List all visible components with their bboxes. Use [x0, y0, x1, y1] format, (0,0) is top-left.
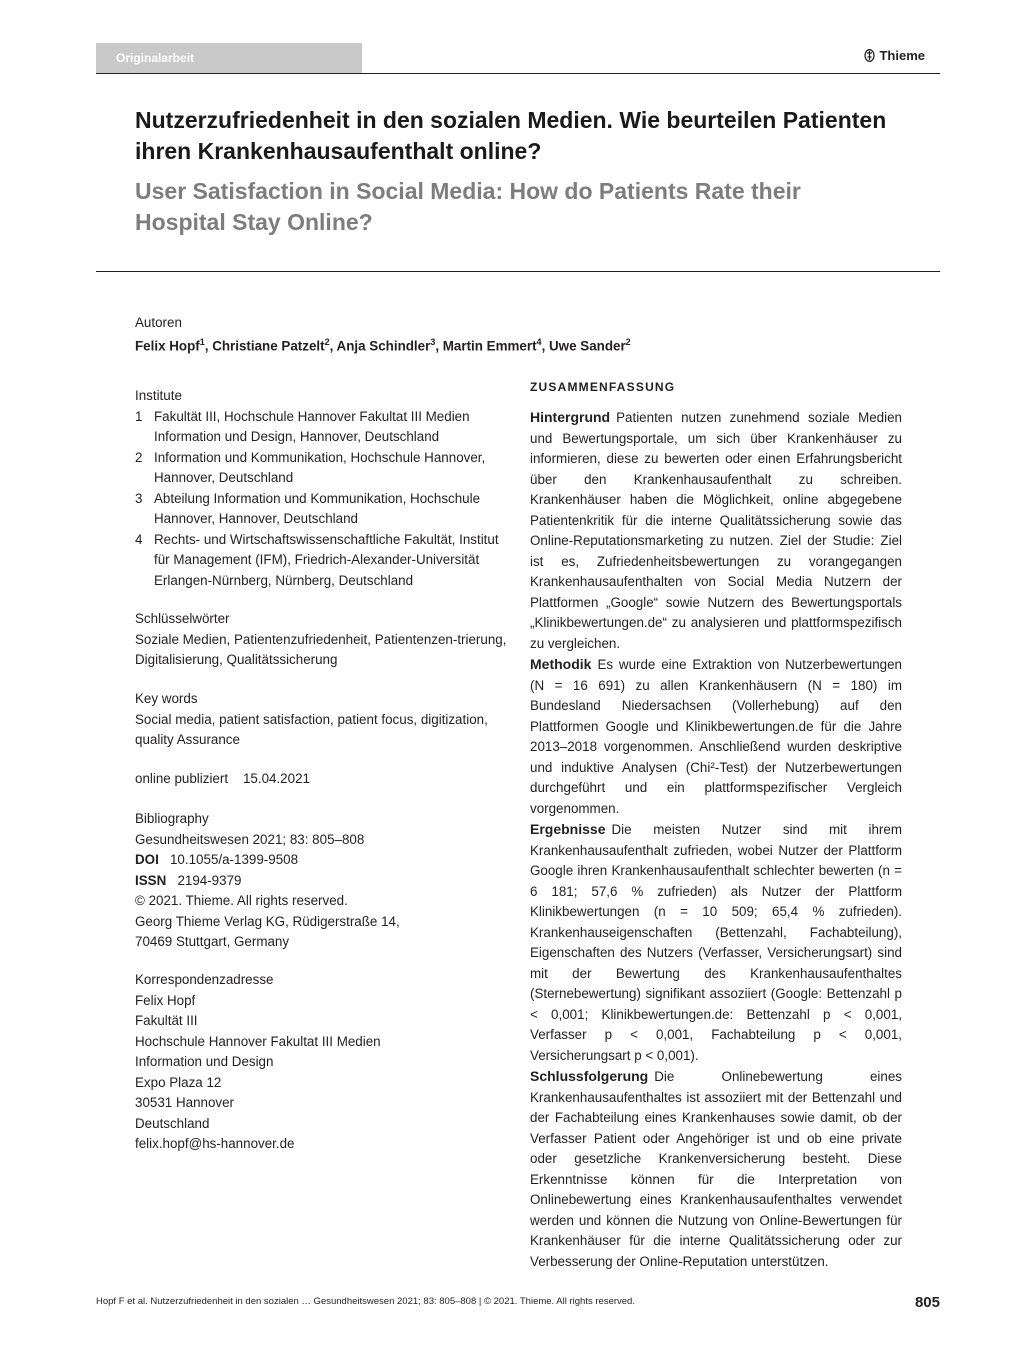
abstract-section-text: Es wurde eine Extraktion von Nutzerbewertungen (N = 16 691) zu allen Krankenhäusern (N = 180) im Bundesland Niedersachsen (Vollerhebung) auf den Plattformen Google und Klinikbewertungen.de für die Jahre 2013–2018 vorgenommen. Anschließend wurden deskriptive und induktive Analysen (Chi²-Test) der Nutzerbewertungen durchgeführt und ein plattformspezifischer Vergleich vorgenommen.	[530, 657, 902, 816]
institute-number: 2	[135, 449, 143, 465]
thieme-emblem-icon	[864, 49, 875, 62]
online-published-date: 15.04.2021	[242, 771, 310, 786]
institute-text: Abteilung Information und Kommunikation, Hochschule Hannover, Hannover, Deutschland	[154, 490, 481, 526]
author-affiliation: 3	[430, 337, 436, 347]
header-rule	[96, 73, 940, 74]
correspondence-line: Information und Design	[135, 1054, 274, 1069]
abstract-section-head: Schlussfolgerung	[530, 1068, 649, 1084]
bibliography-label: Bibliography	[135, 811, 209, 826]
institute-item	[135, 489, 510, 530]
issn-value: 2194-9379	[177, 872, 242, 888]
author-name: Anja Schindler	[336, 338, 431, 354]
abstract-section-text: Die Onlinebewertung eines Krankenhausaufenthaltes ist assoziiert mit der Bettenzahl und der Fachabteilung eines Krankenhauses sowie damit, ob der Verfasser Patient oder Angehöriger ist und ob eine private oder gesetzliche Krankenversicherung besteht. Diese Erkenntnisse können für die Interpretation von Onlinebewertung eines Krankenhausaufenthaltes verwendet werden und können die Nutzung von Online-Bewertungen für Krankenhäuser für die interne Qualitätssicherung oder zur Verbesserung der Online-Reputation unterstützen.	[530, 1069, 902, 1269]
publisher-address-line: Georg Thieme Verlag KG, Rüdigerstraße 14,	[135, 913, 400, 929]
abstract-heading: ZUSAMMENFASSUNG	[530, 380, 676, 394]
correspondence-line: Felix Hopf	[135, 992, 196, 1008]
institute-number: 4	[135, 531, 143, 547]
abstract-section-head: Ergebnisse	[530, 821, 606, 837]
correspondence-line: Expo Plaza 12	[135, 1074, 222, 1090]
doi-line	[135, 850, 510, 871]
institute-text: Rechts- und Wirtschaftswissenschaftliche Fakultät, Institut für Management (IFM), Friedrich-Alexander-Universität Erlangen-Nürnberg, Nürnberg, Deutschland	[154, 531, 499, 588]
correspondence-block	[135, 970, 510, 1155]
author-name: Martin Emmert	[442, 338, 537, 354]
institute-item	[135, 448, 510, 489]
abstract-section-text: Patienten nutzen zunehmend soziale Medien und Bewertungsportale, um sich über Krankenhäuser zu informieren, diese zu bewerten oder einen Erfahrungsbericht über den Krankenhausaufenthalt zu schreiben. Krankenhäuser haben die Möglichkeit, online abgegebene Patientenkritik für die interne Qualitätssicherung sowie das Online-Reputationsmarketing zu nutzen. Ziel der Studie: Ziel ist es, Zufriedenheitsbewertungen zu vorangegangen Krankenhausaufenthalten von Social Media Nutzern der Plattformen „Google“ sowie Nutzern des Bewertungsportals „Klinikbewertungen.de“ zu analysieren und plattformspezifisch zu vergleichen.	[530, 410, 902, 651]
correspondence-line: 30531 Hannover	[135, 1095, 235, 1110]
abstract-body	[530, 407, 902, 1272]
author-name: Uwe Sander	[549, 338, 626, 354]
keywords-de-label: Schlüsselwörter	[135, 611, 230, 626]
keywords-de-text: Soziale Medien, Patientenzufriedenheit, Patientenzen-trierung, Digitalisierung, Qualitätssicherung	[135, 631, 507, 667]
publisher-name: Thieme	[879, 48, 925, 63]
issn-line	[135, 871, 510, 892]
abstract-section	[530, 1066, 902, 1272]
abstract-section-head: Methodik	[530, 656, 592, 672]
correspondence-label: Korrespondenzadresse	[135, 972, 274, 987]
institute-item	[135, 407, 510, 448]
author-affiliation: 2	[324, 337, 330, 347]
author-affiliation: 1	[199, 337, 205, 347]
authors-label: Autoren	[135, 315, 182, 330]
institutes-label: Institute	[135, 388, 182, 403]
abstract-section	[530, 407, 902, 654]
publisher-address-line: 70469 Stuttgart, Germany	[135, 934, 290, 949]
title-english: User Satisfaction in Social Media: How do Patients Rate their Hospital Stay Online?	[135, 178, 801, 235]
footer-citation: Hopf F et al. Nutzerzufriedenheit in den sozialen … Gesundheitswesen 2021; 83: 805–808 | © 2021. Thieme. All rights reserved.	[96, 1296, 635, 1307]
author-name: Christiane Patzelt	[212, 338, 325, 354]
online-published	[135, 769, 510, 790]
author-name: Felix Hopf	[135, 338, 200, 354]
copyright-line: © 2021. Thieme. All rights reserved.	[135, 893, 348, 908]
institute-number: 1	[135, 408, 143, 424]
correspondence-line: Deutschland	[135, 1115, 210, 1131]
keywords-en-label: Key words	[135, 691, 198, 706]
institutes-block	[135, 386, 510, 591]
article-type-tag: Originalarbeit	[96, 43, 362, 73]
title-rule	[96, 271, 940, 272]
abstract-section-text: Die meisten Nutzer sind mit ihrem Krankenhausaufenthalt zufrieden, wobei Nutzer der Plattform Google ihren Krankenhausaufenthalt schlechter bewerten (n = 6 181; 57,6 % zufrieden) als Nutzer der Plattform Klinikbewertungen (n = 10 509; 65,4 % zufrieden). Krankenhauseigenschaften (Bettenzahl, Fachabteilung), Eigenschaften des Nutzers (Verfasser, Versicherungsart) sind mit der Bewertung des Krankenhausaufenthaltes (Sternebewertung) signifikant assoziiert (Google: Bettenzahl p < 0,001; Klinikbewertungen.de: Bettenzahl p < 0,001, Verfasser p < 0,001, Fachabteilung p < 0,001, Versicherungsart p < 0,001).	[530, 822, 902, 1063]
institute-text: Information und Kommunikation, Hochschule Hannover, Hannover, Deutschland	[154, 449, 486, 485]
bibliography-citation: Gesundheitswesen 2021; 83: 805–808	[135, 831, 365, 847]
abstract-section	[530, 654, 902, 819]
abstract-section-head: Hintergrund	[530, 409, 611, 425]
keywords-en-block	[135, 689, 510, 751]
issn-label: ISSN	[135, 872, 167, 888]
author-affiliation: 4	[536, 337, 542, 347]
keywords-en-text: Social media, patient satisfaction, patient focus, digitization, quality Assurance	[135, 711, 488, 747]
author-list: Felix Hopf$^1$, Christiane Patzelt$^2$, Anja Schindler$^3$, Martin Emmert$^4$, Uwe Sander$^2$	[135, 337, 631, 354]
abstract-section	[530, 819, 902, 1066]
correspondence-email[interactable]: felix.hopf@hs-hannover.de	[135, 1136, 295, 1151]
page-number: 805	[914, 1294, 940, 1311]
institutes-list	[135, 407, 510, 592]
institute-item	[135, 530, 510, 592]
keywords-de-block	[135, 609, 510, 671]
institute-number: 3	[135, 490, 143, 506]
doi-value[interactable]: 10.1055/a-1399-9508	[169, 852, 299, 867]
publisher-logo	[864, 48, 925, 63]
title-german: Nutzerzufriedenheit in den sozialen Medien. Wie beurteilen Patienten ihren Krankenhausaufenthalt online?	[135, 107, 887, 164]
doi-label: DOI	[135, 852, 159, 867]
online-published-label: online publiziert	[135, 771, 229, 786]
correspondence-line: Hochschule Hannover Fakultat III Medien	[135, 1033, 381, 1049]
institute-text: Fakultät III, Hochschule Hannover Fakultat III Medien Information und Design, Hannover, Deutschland	[154, 408, 470, 444]
author-affiliation: 2	[625, 337, 631, 347]
bibliography-block	[135, 809, 510, 953]
correspondence-line: Fakultät III	[135, 1013, 198, 1028]
